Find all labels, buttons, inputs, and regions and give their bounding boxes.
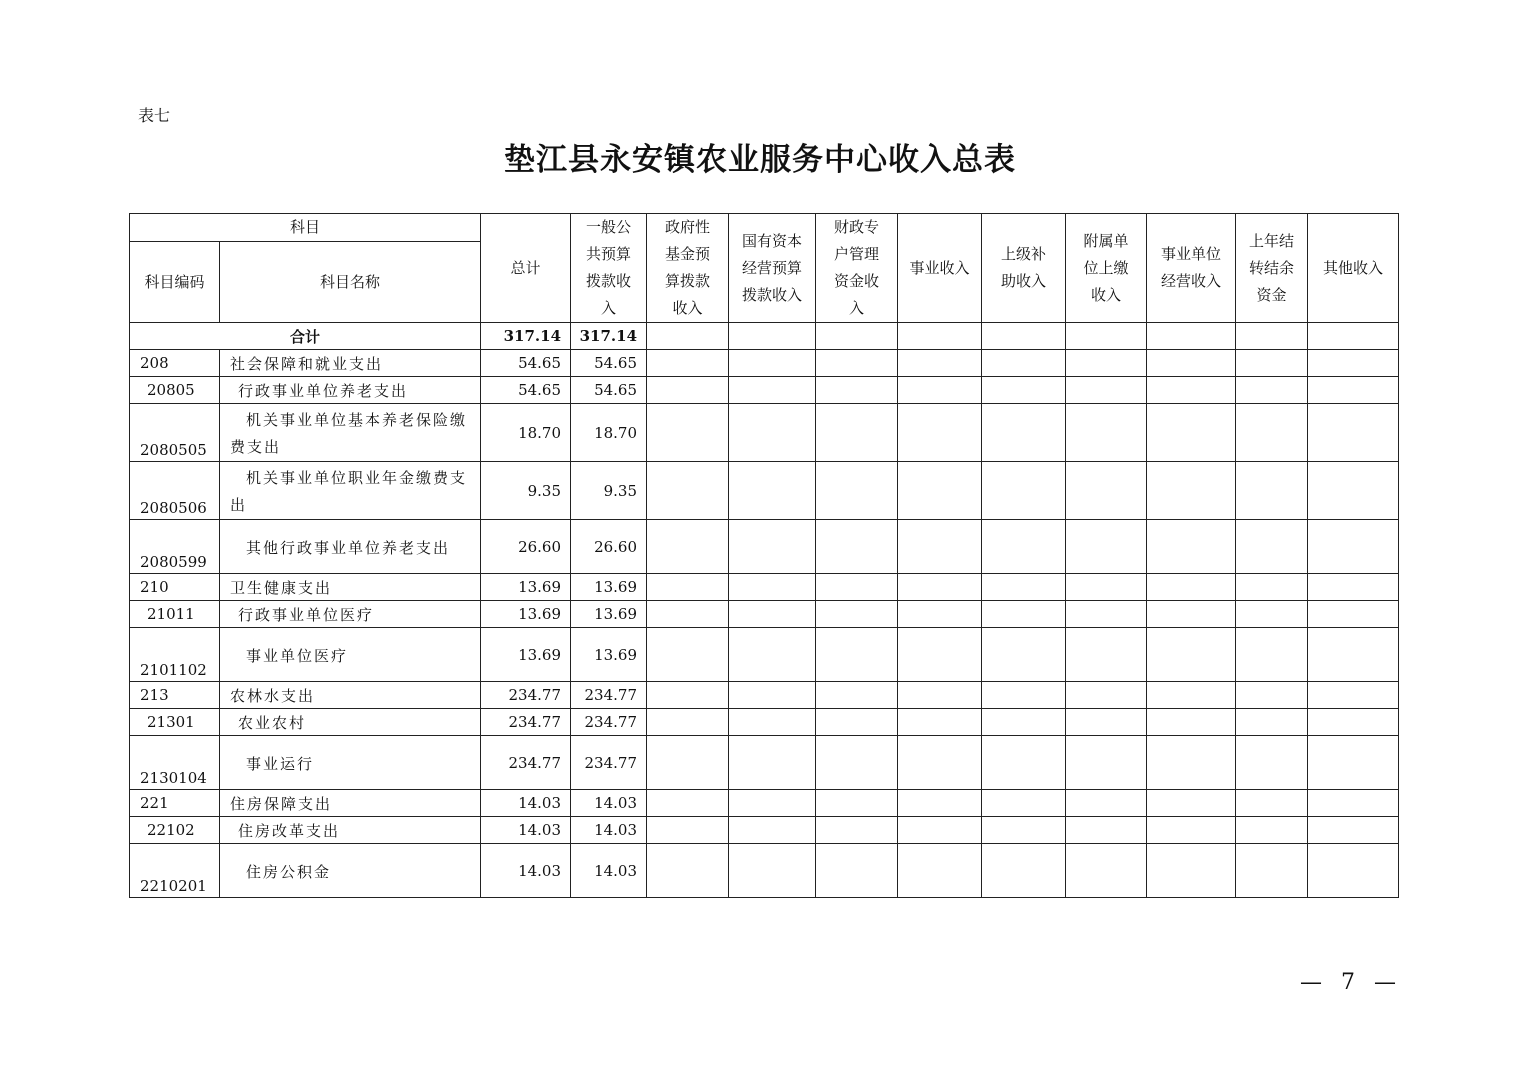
header-superior-subsidy — [982, 214, 1066, 323]
table-row — [130, 844, 1399, 898]
header-fiscal-account — [816, 214, 898, 323]
row-total: 14.03 — [481, 790, 571, 817]
row-total: 234.77 — [481, 682, 571, 709]
row-general: 54.65 — [571, 350, 647, 377]
table-row — [130, 736, 1399, 790]
row-code: 22102 — [130, 817, 220, 844]
row-general: 26.60 — [571, 520, 647, 574]
income-summary-table — [129, 213, 1399, 898]
row-name: 机关事业单位基本养老保险缴费支出 — [220, 404, 481, 462]
table-row — [130, 574, 1399, 601]
row-code: 2210201 — [130, 844, 220, 898]
header-superior-subsidy-text: 上级补助收入 — [1001, 245, 1047, 290]
row-code: 213 — [130, 682, 220, 709]
header-code: 科目编码 — [130, 242, 220, 323]
header-carryover — [1236, 214, 1308, 323]
row-code: 221 — [130, 790, 220, 817]
row-name: 农林水支出 — [220, 682, 481, 709]
table-row — [130, 790, 1399, 817]
total-row — [130, 323, 1399, 350]
table-row — [130, 682, 1399, 709]
row-general: 54.65 — [571, 377, 647, 404]
row-general: 14.03 — [571, 817, 647, 844]
header-subject-group: 科目 — [130, 214, 481, 242]
table-row — [130, 709, 1399, 736]
header-operating-income-text: 事业单位经营收入 — [1161, 245, 1222, 290]
header-gov-fund-text: 政府性基金预算拨款收入 — [665, 218, 711, 317]
table-row — [130, 628, 1399, 682]
row-code: 21301 — [130, 709, 220, 736]
total-label: 合计 — [130, 323, 481, 350]
row-general: 13.69 — [571, 601, 647, 628]
row-code: 208 — [130, 350, 220, 377]
row-total: 14.03 — [481, 817, 571, 844]
row-total: 234.77 — [481, 709, 571, 736]
row-name: 卫生健康支出 — [220, 574, 481, 601]
row-code: 2101102 — [130, 628, 220, 682]
row-general: 234.77 — [571, 709, 647, 736]
header-affiliated-units — [1066, 214, 1147, 323]
row-total: 9.35 — [481, 462, 571, 520]
table-row — [130, 462, 1399, 520]
row-total: 13.69 — [481, 601, 571, 628]
row-total: 18.70 — [481, 404, 571, 462]
row-name: 住房公积金 — [220, 844, 481, 898]
header-affiliated-units-text: 附属单位上缴收入 — [1083, 231, 1129, 304]
row-name: 农业农村 — [220, 709, 481, 736]
row-general: 13.69 — [571, 628, 647, 682]
row-general: 9.35 — [571, 462, 647, 520]
header-general-budget — [571, 214, 647, 323]
row-total: 54.65 — [481, 350, 571, 377]
row-name: 事业运行 — [220, 736, 481, 790]
header-other-income: 其他收入 — [1308, 214, 1399, 323]
row-general: 14.03 — [571, 844, 647, 898]
row-total: 13.69 — [481, 628, 571, 682]
header-business-income: 事业收入 — [898, 214, 982, 323]
table-row — [130, 520, 1399, 574]
row-total: 54.65 — [481, 377, 571, 404]
row-code: 2080506 — [130, 462, 220, 520]
header-fiscal-account-text: 财政专户管理资金收入 — [834, 218, 880, 317]
row-name: 行政事业单位养老支出 — [220, 377, 481, 404]
page-title: 垫江县永安镇农业服务中心收入总表 — [504, 142, 1016, 178]
row-general: 14.03 — [571, 790, 647, 817]
header-state-capital — [729, 214, 816, 323]
header-name: 科目名称 — [220, 242, 481, 323]
row-code: 210 — [130, 574, 220, 601]
header-gov-fund — [647, 214, 729, 323]
table-row — [130, 601, 1399, 628]
header-state-capital-text: 国有资本经营预算拨款收入 — [742, 231, 803, 304]
row-general: 234.77 — [571, 682, 647, 709]
table-row — [130, 377, 1399, 404]
row-code: 21011 — [130, 601, 220, 628]
row-name: 机关事业单位职业年金缴费支出 — [220, 462, 481, 520]
total-general-amount: 317.14 — [571, 323, 647, 350]
header-total: 总计 — [481, 214, 571, 323]
row-name: 事业单位医疗 — [220, 628, 481, 682]
row-name: 住房改革支出 — [220, 817, 481, 844]
row-general: 13.69 — [571, 574, 647, 601]
row-name: 其他行政事业单位养老支出 — [220, 520, 481, 574]
table-label: 表七 — [138, 106, 171, 125]
row-general: 234.77 — [571, 736, 647, 790]
row-general: 18.70 — [571, 404, 647, 462]
row-total: 14.03 — [481, 844, 571, 898]
row-total: 13.69 — [481, 574, 571, 601]
page-number: — 7 — — [1300, 970, 1402, 995]
row-code: 2080505 — [130, 404, 220, 462]
row-name: 社会保障和就业支出 — [220, 350, 481, 377]
row-total: 234.77 — [481, 736, 571, 790]
row-name: 行政事业单位医疗 — [220, 601, 481, 628]
table-row — [130, 404, 1399, 462]
header-operating-income — [1147, 214, 1236, 323]
row-code: 2130104 — [130, 736, 220, 790]
header-carryover-text: 上年结转结余资金 — [1249, 231, 1295, 304]
total-amount: 317.14 — [481, 323, 571, 350]
table-row — [130, 817, 1399, 844]
row-name: 住房保障支出 — [220, 790, 481, 817]
row-code: 2080599 — [130, 520, 220, 574]
header-general-budget-text: 一般公共预算拨款收入 — [586, 218, 632, 317]
row-code: 20805 — [130, 377, 220, 404]
row-total: 26.60 — [481, 520, 571, 574]
table-row — [130, 350, 1399, 377]
